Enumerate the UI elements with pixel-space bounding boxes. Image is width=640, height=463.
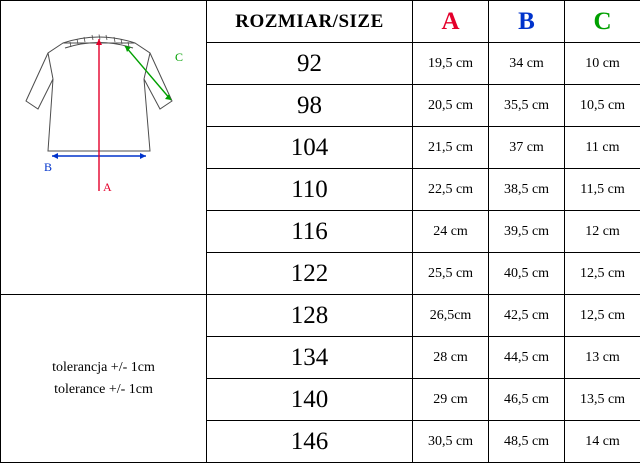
measure-b: 35,5 cm	[489, 85, 565, 127]
measure-b: 37 cm	[489, 127, 565, 169]
measure-a: 26,5cm	[413, 295, 489, 337]
size-value: 92	[207, 43, 413, 85]
measure-a: 29 cm	[413, 379, 489, 421]
size-value: 146	[207, 421, 413, 463]
measure-a: 25,5 cm	[413, 253, 489, 295]
size-value: 98	[207, 85, 413, 127]
measure-a: 24 cm	[413, 211, 489, 253]
diagram-label-b: B	[44, 160, 53, 174]
measure-b: 46,5 cm	[489, 379, 565, 421]
tolerance-note	[1, 295, 207, 463]
size-value: 128	[207, 295, 413, 337]
header-col-c: C	[565, 1, 640, 43]
diagram-label-a: A	[103, 180, 112, 191]
measure-a: 30,5 cm	[413, 421, 489, 463]
size-value: 140	[207, 379, 413, 421]
measure-c: 10 cm	[565, 43, 640, 85]
table-header-row	[1, 1, 640, 43]
measure-b: 40,5 cm	[489, 253, 565, 295]
measure-c: 13,5 cm	[565, 379, 640, 421]
size-value: 110	[207, 169, 413, 211]
diagram-cell	[1, 1, 207, 295]
size-value: 122	[207, 253, 413, 295]
measure-c: 14 cm	[565, 421, 640, 463]
measure-b: 42,5 cm	[489, 295, 565, 337]
header-col-b: B	[489, 1, 565, 43]
measure-b: 34 cm	[489, 43, 565, 85]
measure-a: 22,5 cm	[413, 169, 489, 211]
measure-a: 21,5 cm	[413, 127, 489, 169]
measure-c: 12,5 cm	[565, 253, 640, 295]
tolerance-line-pl: tolerancja +/- 1cm	[52, 359, 155, 375]
size-value: 116	[207, 211, 413, 253]
measure-a: 20,5 cm	[413, 85, 489, 127]
measure-b: 38,5 cm	[489, 169, 565, 211]
measure-c: 11,5 cm	[565, 169, 640, 211]
measure-c: 11 cm	[565, 127, 640, 169]
diagram-label-c: C	[175, 50, 184, 64]
measure-a: 28 cm	[413, 337, 489, 379]
measure-c: 12,5 cm	[565, 295, 640, 337]
measure-c: 13 cm	[565, 337, 640, 379]
measure-b: 44,5 cm	[489, 337, 565, 379]
measure-c: 10,5 cm	[565, 85, 640, 127]
measure-c: 12 cm	[565, 211, 640, 253]
table-row	[1, 295, 640, 337]
header-size-label: ROZMIAR/SIZE	[207, 1, 413, 43]
header-col-a: A	[413, 1, 489, 43]
tolerance-line-en: tolerance +/- 1cm	[54, 381, 153, 397]
blouse-technical-drawing	[1, 1, 205, 294]
measure-b: 48,5 cm	[489, 421, 565, 463]
size-value: 134	[207, 337, 413, 379]
size-value: 104	[207, 127, 413, 169]
measure-a: 19,5 cm	[413, 43, 489, 85]
measure-b: 39,5 cm	[489, 211, 565, 253]
